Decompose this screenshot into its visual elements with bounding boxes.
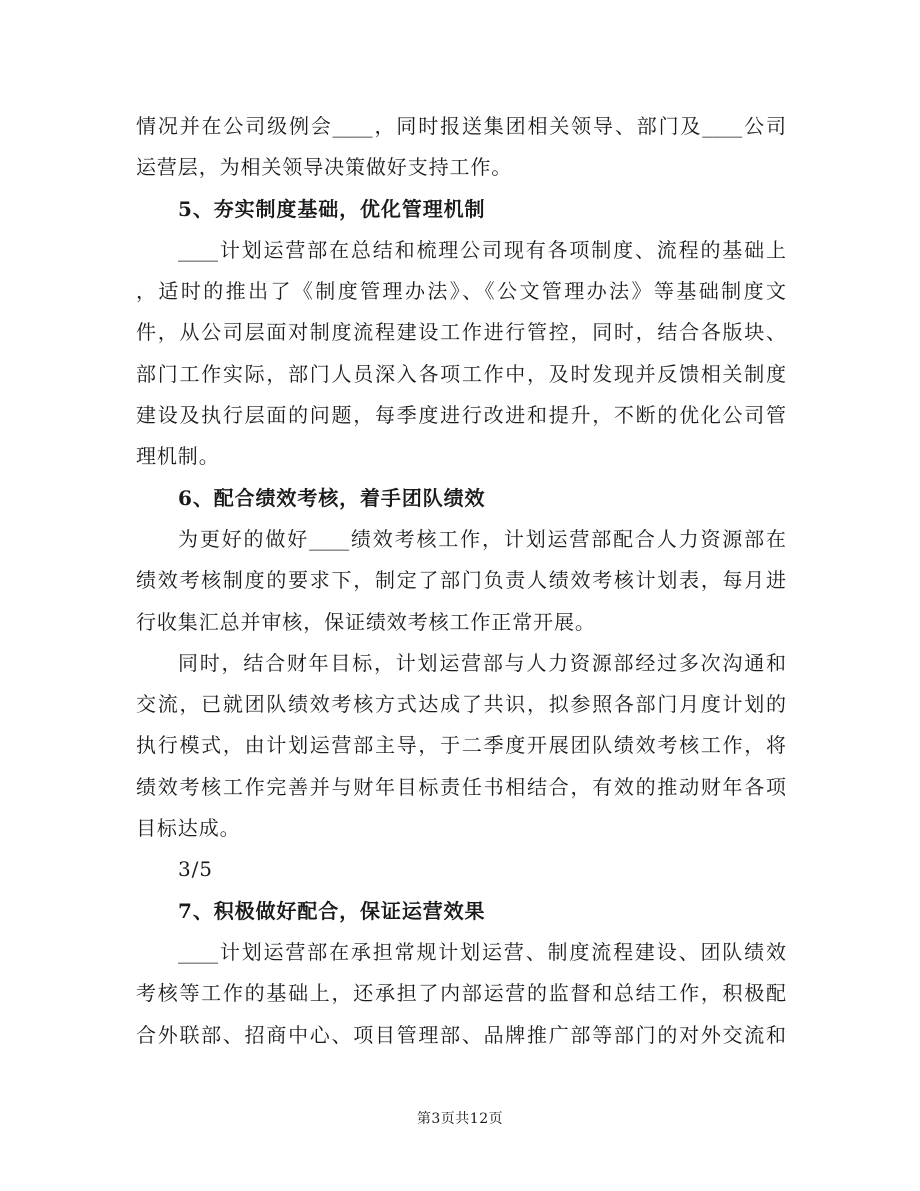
inline-page-marker: 3/5 [178, 857, 213, 882]
paragraph-line: 部门工作实际，部门人员深入各项工作中，及时发现并反馈相关制度 [136, 361, 786, 386]
paragraph-line: 考核等工作的基础上，还承担了内部运营的监督和总结工作，积极配 [136, 981, 786, 1006]
section-heading-6: 6、配合绩效考核，着手团队绩效 [178, 485, 486, 510]
paragraph-line: 建设及执行层面的问题，每季度进行改进和提升，不断的优化公司管 [136, 403, 786, 428]
section-heading-7: 7、积极做好配合，保证运营效果 [178, 898, 486, 923]
paragraph-line: 同时，结合财年目标，计划运营部与人力资源部经过多次沟通和 [178, 650, 786, 675]
paragraph-line: 绩效考核工作完善并与财年目标责任书相结合，有效的推动财年各项 [136, 774, 786, 799]
paragraph-line: 执行模式，由计划运营部主导，于二季度开展团队绩效考核工作，将 [136, 733, 786, 758]
paragraph-line: 交流，已就团队绩效考核方式达成了共识，拟参照各部门月度计划的 [136, 692, 786, 717]
paragraph-line: 行收集汇总并审核，保证绩效考核工作正常开展。 [136, 609, 596, 634]
paragraph-line: 为更好的做好____绩效考核工作，计划运营部配合人力资源部在 [178, 526, 786, 551]
paragraph-line: ，适时的推出了《制度管理办法》、《公文管理办法》等基础制度文 [136, 279, 786, 304]
paragraph-line: 理机制。 [136, 444, 220, 469]
paragraph-line: ____计划运营部在承担常规计划运营、制度流程建设、团队绩效 [178, 939, 786, 964]
paragraph-line: 合外联部、招商中心、项目管理部、品牌推广部等部门的对外交流和 [136, 1022, 786, 1047]
paragraph-line: 件，从公司层面对制度流程建设工作进行管控，同时，结合各版块、 [136, 320, 786, 345]
paragraph-line: ____计划运营部在总结和梳理公司现有各项制度、流程的基础上 [178, 237, 786, 262]
paragraph-line: 情况并在公司级例会____，同时报送集团相关领导、部门及____公司 [136, 114, 786, 138]
section-heading-5: 5、夯实制度基础，优化管理机制 [178, 196, 486, 221]
paragraph-line: 目标达成。 [136, 816, 241, 841]
paragraph-line: 运营层，为相关领导决策做好支持工作。 [136, 155, 513, 180]
paragraph-line: 绩效考核制度的要求下，制定了部门负责人绩效考核计划表，每月进 [136, 568, 786, 593]
document-body [136, 106, 786, 1056]
page-number-footer: 第3页共12页 [416, 1111, 504, 1127]
